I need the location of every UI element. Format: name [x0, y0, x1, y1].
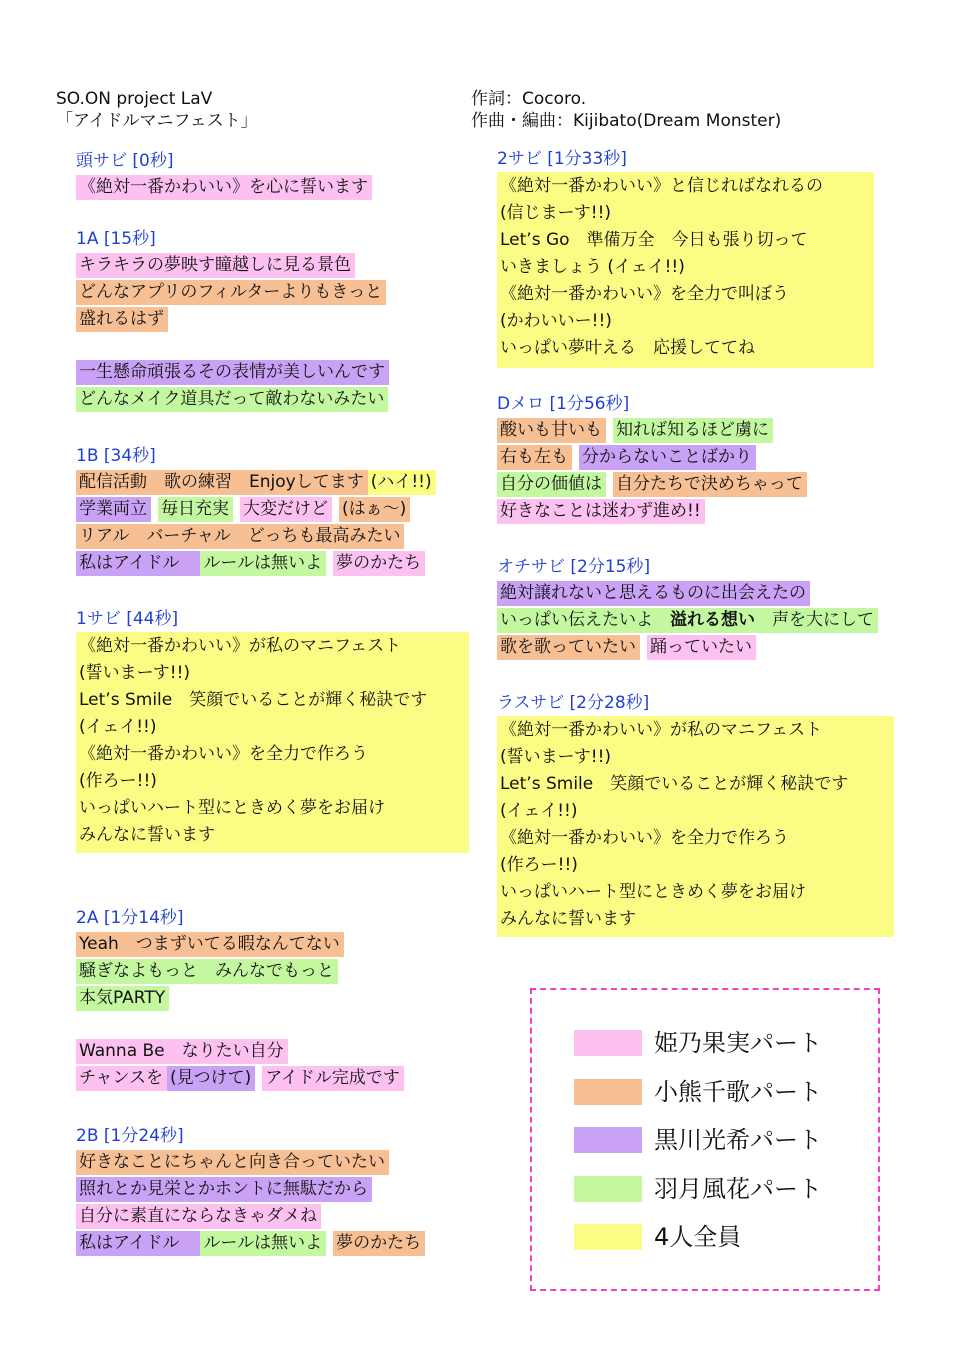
- lyric-segment: 自分の価値は: [497, 472, 606, 497]
- section-title: 1サビ [44秒]: [76, 609, 179, 629]
- lyric-segment: ルールは無いよ: [200, 1231, 326, 1256]
- section-2a: [76, 905, 404, 1092]
- lyric-segment: 騒ぎなよもっと みんなでもっと: [76, 959, 338, 984]
- lyric-line: みんなに誓います: [500, 909, 636, 929]
- lyric-segment: 自分に素直にならなきゃダメね: [76, 1204, 321, 1229]
- lyric-line: みんなに誓います: [79, 825, 215, 845]
- lyric-line: [76, 174, 372, 201]
- lyric-line: (誓いまーす!!): [500, 747, 612, 767]
- lyric-line: (作ろー!!): [79, 771, 157, 791]
- section-title: 2B [1分24秒]: [76, 1126, 184, 1146]
- lyric-segment: ルールは無いよ: [200, 551, 326, 576]
- lyric-block: [497, 172, 874, 368]
- lyric-segment: キラキラの夢映す瞳越しに見る景色: [76, 253, 355, 278]
- section-title: 1B [34秒]: [76, 446, 156, 466]
- lyric-line: [76, 1065, 404, 1092]
- lyric-line: [497, 498, 807, 525]
- lyric-line: (イェイ!!): [500, 801, 578, 821]
- lyric-segment: (見つけて): [167, 1066, 255, 1091]
- lyric-line: [76, 1230, 425, 1257]
- lyric-segment: 毎日充実: [158, 497, 233, 522]
- lyric-segment: 知れば知るほど虜に: [613, 418, 773, 443]
- lyric-segment: チャンスを: [76, 1066, 167, 1091]
- lyric-segment: Yeah つまずいてる暇なんてない: [76, 932, 344, 957]
- lyric-line: いきましょう (イェイ!!): [500, 257, 685, 277]
- legend-swatch: [574, 1224, 642, 1250]
- lyric-segment: 《絶対一番かわいい》を心に誓います: [76, 175, 372, 200]
- legend-label: 4人全員: [654, 1223, 742, 1251]
- lyric-segment: 学業両立: [76, 497, 151, 522]
- section-title: 頭サビ [0秒]: [76, 151, 174, 171]
- lyric-line: (信じまーす!!): [500, 203, 612, 223]
- lyric-line: [76, 1149, 425, 1176]
- lyric-line: [76, 279, 389, 306]
- lyric-segment: アイドル完成です: [262, 1066, 403, 1091]
- section-title: 2サビ [1分33秒]: [497, 149, 627, 169]
- legend-swatch: [574, 1030, 642, 1056]
- lyric-segment: 一生懸命頑張るその表情が美しいんです: [76, 360, 389, 385]
- lyric-segment: 私はアイドル: [76, 1231, 200, 1256]
- lyric-line: Let’s Go 準備万全 今日も張り切って: [500, 230, 808, 250]
- lyric-line: 《絶対一番かわいい》を全力で作ろう: [500, 828, 789, 848]
- lyric-line: [76, 306, 389, 333]
- lyric-segment: 分からないことばかり: [579, 445, 756, 470]
- section-title: オチサビ [2分15秒]: [497, 557, 651, 577]
- lyric-line: [76, 359, 389, 386]
- lyric-segment: 右も左も: [497, 445, 572, 470]
- lyric-line: (かわいいー!!): [500, 311, 612, 331]
- lyric-line: [497, 580, 878, 607]
- section-atama-sabi: [76, 148, 372, 201]
- lyric-line: [76, 252, 389, 279]
- lyric-line: [497, 607, 878, 634]
- section-title: ラスサビ [2分28秒]: [497, 693, 650, 713]
- section-1a: [76, 226, 389, 413]
- section-2b: [76, 1123, 425, 1257]
- lyric-segment-emphasis: 溢れる想い: [670, 608, 755, 633]
- lyric-block: [497, 716, 894, 937]
- lyric-line: (誓いまーす!!): [79, 663, 191, 683]
- lyric-segment: どんなメイク道具だって敵わないみたい: [76, 387, 388, 412]
- section-las-sabi: [497, 690, 894, 937]
- lyric-segment: 好きなことにちゃんと向き合っていたい: [76, 1150, 389, 1175]
- lyricist-credit: 作詞：Cocoro.: [471, 89, 587, 109]
- lyric-segment: Wanna Be なりたい自分: [76, 1039, 288, 1064]
- lyric-segment: 盛れるはず: [76, 307, 168, 332]
- lyric-segment: 本気PARTY: [76, 986, 169, 1011]
- lyric-line: 《絶対一番かわいい》が私のマニフェスト: [79, 636, 402, 656]
- lyric-segment: リアル バーチャル どっちも最高みたい: [76, 524, 404, 549]
- song-title: 「アイドルマニフェスト」: [56, 111, 258, 131]
- lyric-segment: 照れとか見栄とかホントに無駄だから: [76, 1177, 372, 1202]
- legend-swatch: [574, 1079, 642, 1105]
- section-1sabi: [76, 606, 469, 853]
- part-legend: [530, 988, 880, 1291]
- lyric-line: いっぱいハート型にときめく夢をお届け: [79, 798, 385, 818]
- lyric-segment: 配信活動 歌の練習 Enjoyしてます: [76, 470, 368, 495]
- section-2sabi: [497, 146, 874, 368]
- lyric-line: Let’s Smile 笑顔でいることが輝く秘訣です: [500, 774, 849, 794]
- lyric-line: いっぱいハート型にときめく夢をお届け: [500, 882, 806, 902]
- lyric-segment: 私はアイドル: [76, 551, 200, 576]
- legend-label: 羽月風花パート: [654, 1175, 822, 1203]
- lyric-line: [497, 444, 807, 471]
- lyric-line: 《絶対一番かわいい》を全力で叫ぼう: [500, 284, 789, 304]
- lyric-line: [76, 931, 404, 958]
- lyric-line: [76, 550, 436, 577]
- legend-swatch: [574, 1176, 642, 1202]
- lyric-line: [497, 471, 807, 498]
- lyric-line: 《絶対一番かわいい》が私のマニフェスト: [500, 720, 823, 740]
- lyric-line: [76, 958, 404, 985]
- lyric-segment: (ハイ!!): [368, 470, 436, 495]
- section-title: 1A [15秒]: [76, 229, 156, 249]
- legend-label: 姫乃果実パート: [654, 1029, 822, 1057]
- lyric-line: [76, 1203, 425, 1230]
- lyric-segment: (はぁ〜): [339, 497, 410, 522]
- lyric-segment: 夢のかたち: [333, 551, 425, 576]
- lyric-segment: 自分たちで決めちゃって: [613, 472, 807, 497]
- lyric-line: [76, 496, 436, 523]
- section-d-melo: [497, 391, 807, 525]
- lyric-segment: 踊っていたい: [647, 635, 756, 660]
- lyric-block: [76, 632, 469, 853]
- lyric-line: [497, 417, 807, 444]
- legend-swatch: [574, 1127, 642, 1153]
- lyric-segment: 好きなことは迷わず進め!!: [497, 499, 705, 524]
- lyric-line: [76, 386, 389, 413]
- lyric-segment: どんなアプリのフィルターよりもきっと: [76, 280, 386, 305]
- section-1b: [76, 443, 436, 577]
- header-left: [56, 88, 258, 132]
- lyric-line: [76, 985, 404, 1012]
- lyric-line: [76, 523, 436, 550]
- lyric-line: [76, 1038, 404, 1065]
- section-title: Dメロ [1分56秒]: [497, 394, 630, 414]
- section-title: 2A [1分14秒]: [76, 908, 184, 928]
- lyric-line: いっぱい夢叶える 応援しててね: [500, 338, 755, 358]
- artist-name: SO.ON project LaV: [56, 89, 213, 109]
- lyric-segment: いっぱい伝えたいよ: [497, 608, 670, 633]
- lyric-line: 《絶対一番かわいい》を全力で作ろう: [79, 744, 368, 764]
- lyric-line: [497, 634, 878, 661]
- section-ochi-sabi: [497, 554, 878, 661]
- lyric-segment: 絶対譲れないと思えるものに出会えたの: [497, 581, 810, 606]
- lyric-line: [76, 469, 436, 496]
- lyric-segment: 夢のかたち: [333, 1231, 425, 1256]
- lyric-line: Let’s Smile 笑顔でいることが輝く秘訣です: [79, 690, 428, 710]
- lyric-segment: 声を大にして: [755, 608, 878, 633]
- header-right: [471, 88, 781, 132]
- legend-label: 小熊千歌パート: [654, 1078, 822, 1106]
- lyric-segment: 酸いも甘いも: [497, 418, 606, 443]
- lyric-segment: 大変だけど: [240, 497, 332, 522]
- lyric-line: (イェイ!!): [79, 717, 157, 737]
- lyric-line: (作ろー!!): [500, 855, 578, 875]
- lyric-line: [76, 1176, 425, 1203]
- lyric-line: 《絶対一番かわいい》と信じればなれるの: [500, 176, 823, 196]
- composer-credit: 作曲・編曲：Kijibato(Dream Monster): [471, 111, 782, 131]
- lyric-segment: 歌を歌っていたい: [497, 635, 640, 660]
- legend-label: 黒川光希パート: [654, 1126, 822, 1154]
